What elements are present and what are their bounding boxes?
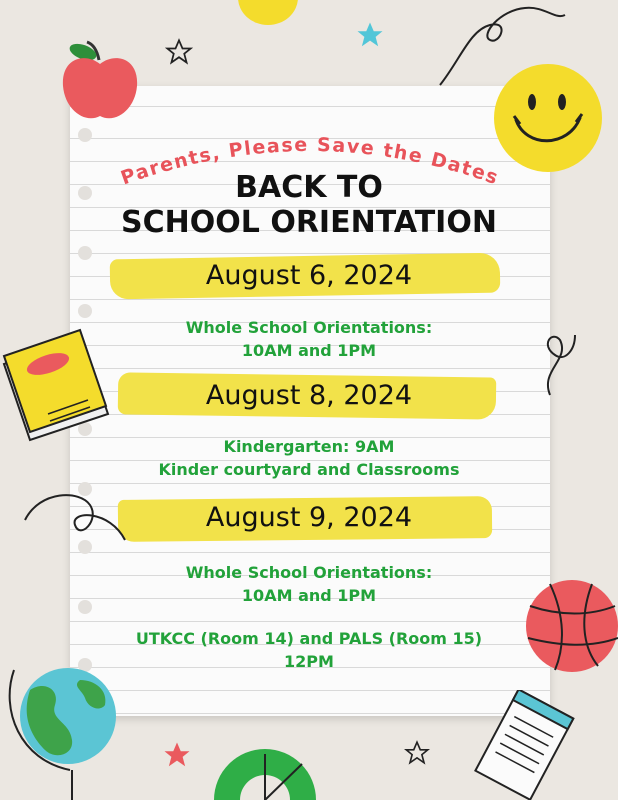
binder-hole (78, 304, 92, 318)
sun-circle-icon (238, 0, 298, 25)
event-detail: Whole School Orientations: (185, 563, 433, 582)
star-red-icon (162, 740, 192, 770)
book-icon (0, 322, 112, 448)
subtitle-text: Parents, Please Save the Dates (118, 133, 502, 190)
event-detail: Whole School Orientations: (185, 318, 433, 337)
event-date: August 6, 2024 (205, 260, 413, 291)
protractor-icon (210, 742, 320, 800)
event-date: August 8, 2024 (205, 380, 413, 411)
globe-icon (0, 650, 140, 800)
swirl-line-icon (520, 330, 580, 400)
title-line-1: BACK TO (235, 170, 383, 205)
event-detail: UTKCC (Room 14) and PALS (Room 15) (135, 629, 483, 648)
binder-hole (78, 246, 92, 260)
event-detail: 10AM and 1PM (241, 586, 377, 605)
basketball-icon (520, 576, 618, 676)
event-date: August 9, 2024 (205, 502, 413, 533)
apple-icon (55, 38, 145, 128)
swirl-line-icon (20, 480, 130, 550)
event-detail: Kinder courtyard and Classrooms (158, 460, 460, 479)
title-line-2: SCHOOL ORIENTATION (121, 205, 497, 240)
event-detail: Kindergarten: 9AM (223, 437, 395, 456)
binder-hole (78, 128, 92, 142)
event-detail: 10AM and 1PM (241, 341, 377, 360)
star-outline-icon (404, 740, 430, 766)
event-detail: 12PM (284, 652, 334, 671)
star-blue-icon (355, 20, 385, 50)
star-outline-icon (165, 38, 193, 66)
clipboard-icon (468, 690, 578, 800)
